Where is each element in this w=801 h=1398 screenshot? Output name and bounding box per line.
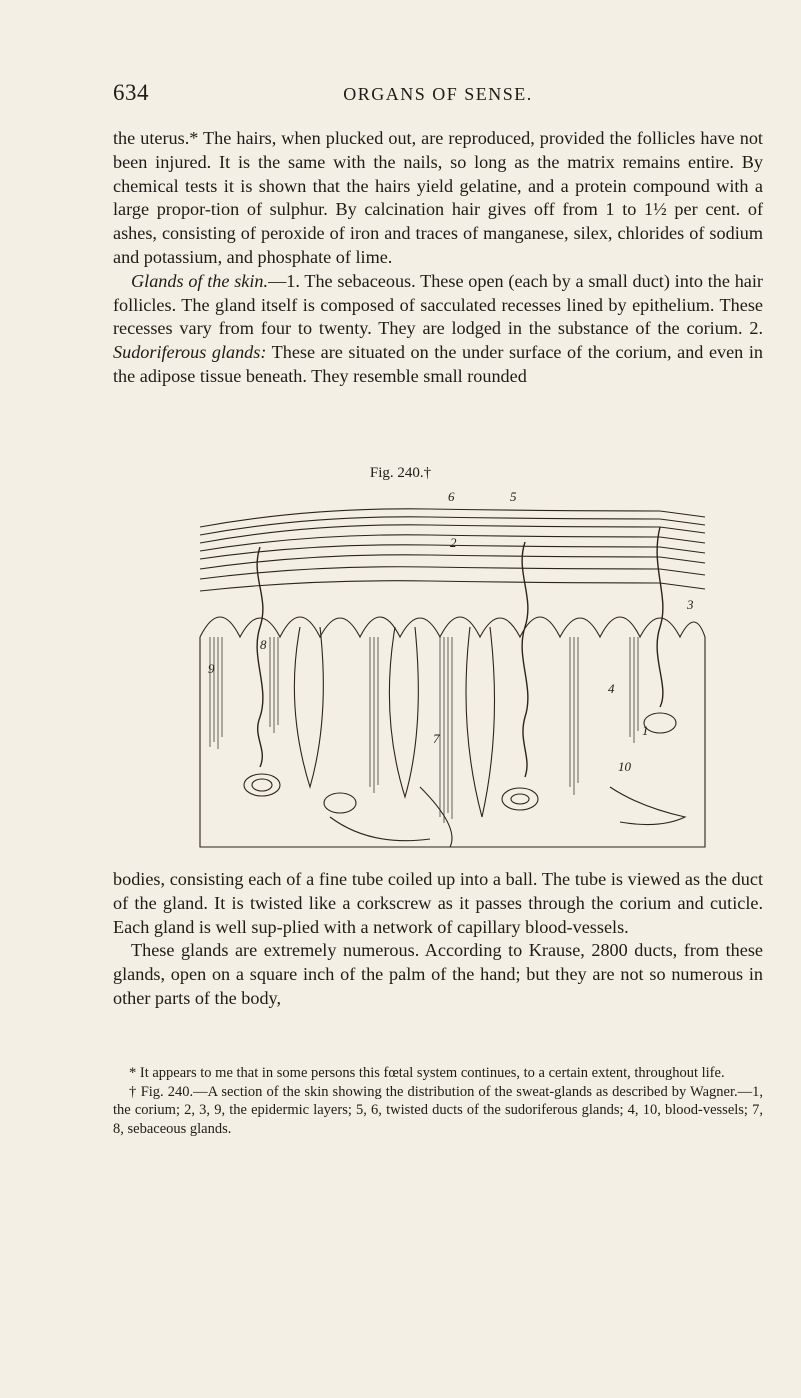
footnote-star: * It appears to me that in some persons this fœtal system continues, to a certain extent, throughout life. xyxy=(129,1065,725,1081)
paragraph-hair: the uterus.* The hairs, when plucked out, are reproduced, provided the follicles have not been injured. It is the same with the nails, so long as the matrix remains entire. By chemical tests it is shown that the hairs yield gelatine, and a protein compound with a large propor-tion of sulphur. By calcination hair gives off from 1 to 1½ per cent. of ashes, consisting of peroxide of iron and traces of manganese, silex, chlorides of sodium and potassium, and phosphate of lime. xyxy=(113,128,763,267)
running-head: ORGANS OF SENSE. xyxy=(343,84,533,104)
paragraph-coiled-tube: bodies, consisting each of a fine tube coiled up into a ball. The tube is viewed as the duct of the gland. It is twisted like a corkscrew as it passes through the corium and cuticle. Each gland is well sup-plied with a network of capillary blood-vessels. xyxy=(113,869,763,937)
paragraph-numerous: These glands are extremely numerous. According to Krause, 2800 ducts, from these glands, open on a square inch of the palm of the hand; but they are not so numerous in other parts of the body, xyxy=(113,940,763,1008)
label-3: 3 xyxy=(687,597,694,612)
glands-text-a: —1. The sebaceous. These open (each by a small duct) into the hair follicles. The gland itself is composed of sacculated recesses lined by epithelium. These recesses vary from four to twenty. They are lodged in the substance of the corium. 2. xyxy=(113,270,763,339)
page-number: 634 xyxy=(113,80,149,105)
section-heading-glands: Glands of the skin. xyxy=(131,270,269,291)
label-1: 1 xyxy=(642,723,649,738)
label-10: 10 xyxy=(618,759,631,774)
label-5: 5 xyxy=(510,489,517,504)
page-header xyxy=(113,80,763,114)
figure-caption: Fig. 240.† xyxy=(369,465,432,481)
glands-text-b: These are situated on the under surface of the corium, and even in the adipose tissue beneath. They resemble small rounded xyxy=(113,342,763,386)
footnote-dagger: † Fig. 240.—A section of the skin showing the distribution of the sweat-glands as described by Wagner.—1, the corium; 2, 3, 9, the epidermic layers; 5, 6, twisted ducts of the sudoriferous glands; 4, 10, blood-vessels; 7, 8, sebaceous glands. xyxy=(113,1083,763,1137)
label-6: 6 xyxy=(448,489,455,504)
label-7: 7 xyxy=(433,731,440,746)
sudoriferous-heading: Sudoriferous glands: xyxy=(113,342,267,363)
label-4: 4 xyxy=(608,681,615,696)
label-9: 9 xyxy=(208,661,215,676)
body-text-bottom xyxy=(113,868,763,1011)
label-2: 2 xyxy=(450,535,457,550)
paragraph-glands xyxy=(113,270,763,389)
skin-section-figure xyxy=(190,487,713,862)
body-text-top xyxy=(113,127,763,389)
footnotes xyxy=(113,1064,763,1138)
label-8: 8 xyxy=(260,637,267,652)
